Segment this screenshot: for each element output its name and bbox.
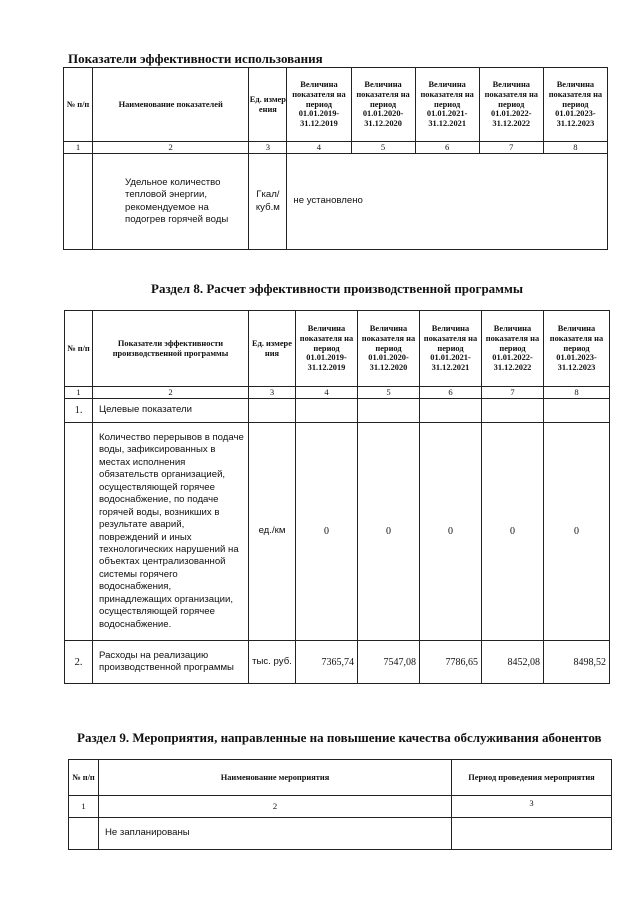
empty-cell — [358, 399, 420, 423]
col-number: 4 — [296, 387, 358, 399]
row-num-empty — [65, 423, 93, 641]
col-number: 4 — [287, 142, 351, 154]
header-period-2021: Величина показателя на период 01.01.2021-31.12.2021 — [415, 68, 479, 142]
value-2022: 8452,08 — [482, 641, 544, 684]
col-number: 1 — [69, 796, 99, 818]
col-number: 1 — [64, 142, 93, 154]
header-period-2019: Величина показателя на период 01.01.2019-31.12.2019 — [287, 68, 351, 142]
col-number: 7 — [479, 142, 543, 154]
row-num: 2. — [65, 641, 93, 684]
col-number: 5 — [358, 387, 420, 399]
col-number: 8 — [544, 387, 610, 399]
service-measures-table — [68, 759, 612, 850]
indicator-unit: тыс. руб. — [249, 641, 296, 684]
header-period-2019: Величина показателя на период 01.01.2019-31.12.2019 — [296, 311, 358, 387]
group-num: 1. — [65, 399, 93, 423]
group-name: Целевые показатели — [93, 399, 249, 423]
value-2023: 8498,52 — [544, 641, 610, 684]
col-number: 2 — [93, 142, 249, 154]
col-number: 8 — [543, 142, 607, 154]
measure-period-empty — [452, 818, 612, 850]
table-row — [65, 423, 610, 641]
header-period-2023: Величина показателя на период 01.01.2023-31.12.2023 — [544, 311, 610, 387]
col-number: 7 — [482, 387, 544, 399]
col-number: 1 — [65, 387, 93, 399]
indicator-unit: Гкал/ куб.м — [249, 154, 287, 250]
row-num-empty — [64, 154, 93, 250]
value-2023: 0 — [544, 423, 610, 641]
header-num: № п/п — [64, 68, 93, 142]
indicator-name: Расходы на реализацию производственной программы — [93, 641, 249, 684]
header-period-2021: Величина показателя на период 01.01.2021-31.12.2021 — [420, 311, 482, 387]
empty-cell — [420, 399, 482, 423]
col-number: 3 — [249, 387, 296, 399]
row-num-empty — [69, 818, 99, 850]
table-header-row — [69, 760, 612, 796]
header-name: Наименование мероприятия — [99, 760, 452, 796]
table-row — [69, 818, 612, 850]
header-num: № п/п — [65, 311, 93, 387]
header-period-2023: Величина показателя на период 01.01.2023-31.12.2023 — [543, 68, 607, 142]
header-period-2020: Величина показателя на период 01.01.2020-31.12.2020 — [358, 311, 420, 387]
indicator-unit: ед./км — [249, 423, 296, 641]
header-period-2022: Величина показателя на период 01.01.2022-31.12.2022 — [479, 68, 543, 142]
header-unit: Ед. измер ения — [249, 68, 287, 142]
indicator-value: не установлено — [287, 154, 608, 250]
col-number: 6 — [415, 142, 479, 154]
col-number: 3 — [452, 796, 612, 818]
col-number: 6 — [420, 387, 482, 399]
indicator-name: Количество перерывов в подаче воды, зафиксированных в местах исполнения обязательств организацией, осуществляющей горячее водоснабжение, по подаче горячей воды, возникших в результате аварий, повреждений и иных технологических нарушений на объектах централизованной системы горячего водоснабжения, принадлежащих организации, осуществляющей горячее водоснабжение. — [93, 423, 249, 641]
column-number-row — [64, 142, 608, 154]
value-2020: 7547,08 — [358, 641, 420, 684]
section8-title: Раздел 8. Расчет эффективности производственной программы — [151, 281, 524, 296]
header-period-2020: Величина показателя на период 01.01.2020-31.12.2020 — [351, 68, 415, 142]
col-number: 3 — [249, 142, 287, 154]
efficiency-usage-table — [63, 67, 608, 250]
header-period-2022: Величина показателя на период 01.01.2022-31.12.2022 — [482, 311, 544, 387]
header-name: Показатели эффективности производственной программы — [93, 311, 249, 387]
value-2019: 7365,74 — [296, 641, 358, 684]
col-number: 5 — [351, 142, 415, 154]
empty-cell — [482, 399, 544, 423]
measure-name: Не запланированы — [99, 818, 452, 850]
section9-title: Раздел 9. Мероприятия, направленные на повышение качества обслуживания абонентов — [77, 730, 602, 745]
value-2022: 0 — [482, 423, 544, 641]
empty-cell — [249, 399, 296, 423]
header-unit: Ед. измере ния — [249, 311, 296, 387]
col-number: 2 — [99, 796, 452, 818]
program-efficiency-table — [64, 310, 610, 684]
column-number-row — [69, 796, 612, 818]
value-2021: 0 — [420, 423, 482, 641]
table-row — [65, 641, 610, 684]
empty-cell — [544, 399, 610, 423]
value-2021: 7786,65 — [420, 641, 482, 684]
header-num: № п/п — [69, 760, 99, 796]
table-header-row — [65, 311, 610, 387]
value-2019: 0 — [296, 423, 358, 641]
table-header-row — [64, 68, 608, 142]
section7-title: Показатели эффективности использования — [68, 51, 323, 66]
value-2020: 0 — [358, 423, 420, 641]
empty-cell — [296, 399, 358, 423]
indicator-name: Удельное количество тепловой энергии, рекомендуемое на подогрев горячей воды — [93, 154, 249, 250]
col-number: 2 — [93, 387, 249, 399]
table-row — [64, 154, 608, 250]
header-period: Период проведения мероприятия — [452, 760, 612, 796]
group-row-targets — [65, 399, 610, 423]
header-name: Наименование показателей — [93, 68, 249, 142]
column-number-row — [65, 387, 610, 399]
